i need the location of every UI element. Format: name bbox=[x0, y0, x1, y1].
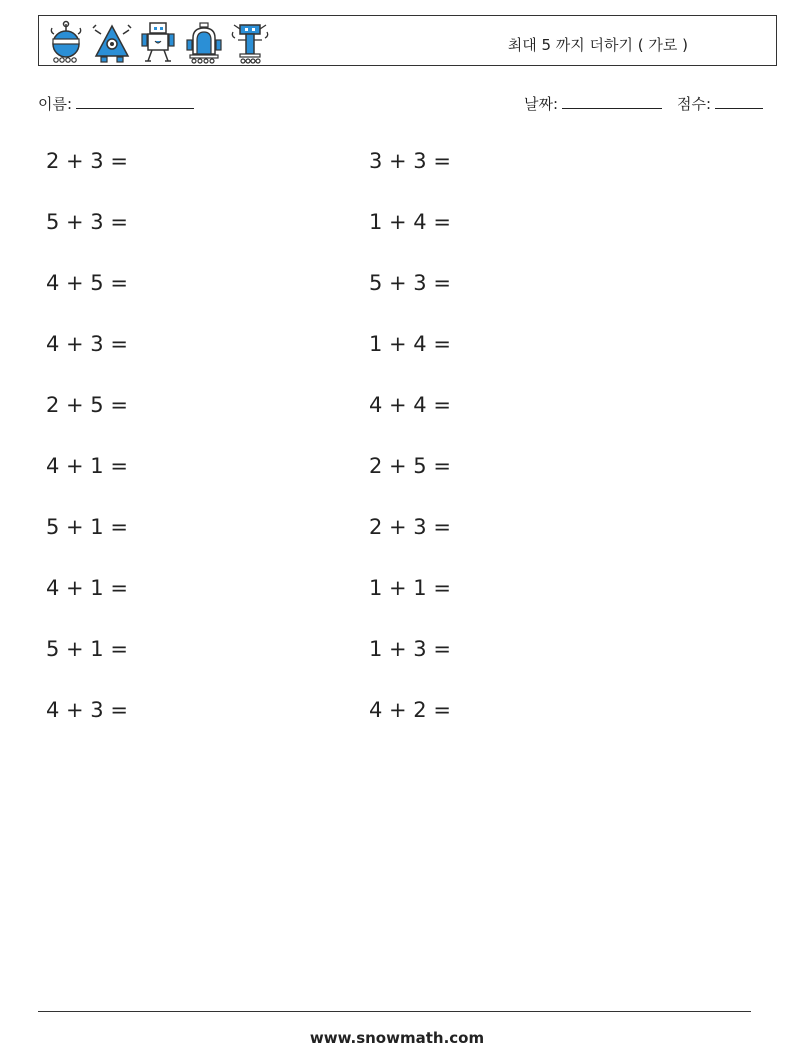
problem-3: 5 + 3 = bbox=[46, 210, 128, 234]
date-field bbox=[524, 92, 662, 114]
footer-divider bbox=[38, 1011, 751, 1012]
robot-dome-icon bbox=[183, 20, 225, 64]
problem-16: 1 + 1 = bbox=[369, 576, 451, 600]
problem-10: 4 + 4 = bbox=[369, 393, 451, 417]
name-blank[interactable] bbox=[76, 92, 194, 109]
problem-19: 4 + 3 = bbox=[46, 698, 128, 722]
worksheet-title: 최대 5 까지 더하기 ( 가로 ) bbox=[507, 36, 688, 54]
score-label: 점수: bbox=[677, 95, 712, 113]
problem-5: 4 + 5 = bbox=[46, 271, 128, 295]
problem-13: 5 + 1 = bbox=[46, 515, 128, 539]
footer-site-link[interactable]: www.snowmath.com bbox=[309, 1029, 485, 1047]
robot-t-icon bbox=[229, 20, 271, 64]
robot-triangle-icon bbox=[91, 20, 133, 64]
problem-17: 5 + 1 = bbox=[46, 637, 128, 661]
problem-1: 2 + 3 = bbox=[46, 149, 128, 173]
problem-9: 2 + 5 = bbox=[46, 393, 128, 417]
problem-7: 4 + 3 = bbox=[46, 332, 128, 356]
name-field bbox=[38, 92, 194, 114]
problem-8: 1 + 4 = bbox=[369, 332, 451, 356]
problem-20: 4 + 2 = bbox=[369, 698, 451, 722]
score-blank[interactable] bbox=[715, 92, 763, 109]
robot-icons bbox=[45, 20, 271, 64]
problem-15: 4 + 1 = bbox=[46, 576, 128, 600]
problem-2: 3 + 3 = bbox=[369, 149, 451, 173]
problem-4: 1 + 4 = bbox=[369, 210, 451, 234]
problem-14: 2 + 3 = bbox=[369, 515, 451, 539]
robot-round-icon bbox=[45, 20, 87, 64]
problem-12: 2 + 5 = bbox=[369, 454, 451, 478]
problem-18: 1 + 3 = bbox=[369, 637, 451, 661]
problem-11: 4 + 1 = bbox=[46, 454, 128, 478]
name-label: 이름: bbox=[38, 95, 73, 113]
score-field bbox=[677, 92, 763, 114]
worksheet-header bbox=[38, 15, 777, 66]
robot-box-icon bbox=[137, 20, 179, 64]
date-label: 날짜: bbox=[524, 95, 559, 113]
problem-6: 5 + 3 = bbox=[369, 271, 451, 295]
date-blank[interactable] bbox=[562, 92, 662, 109]
